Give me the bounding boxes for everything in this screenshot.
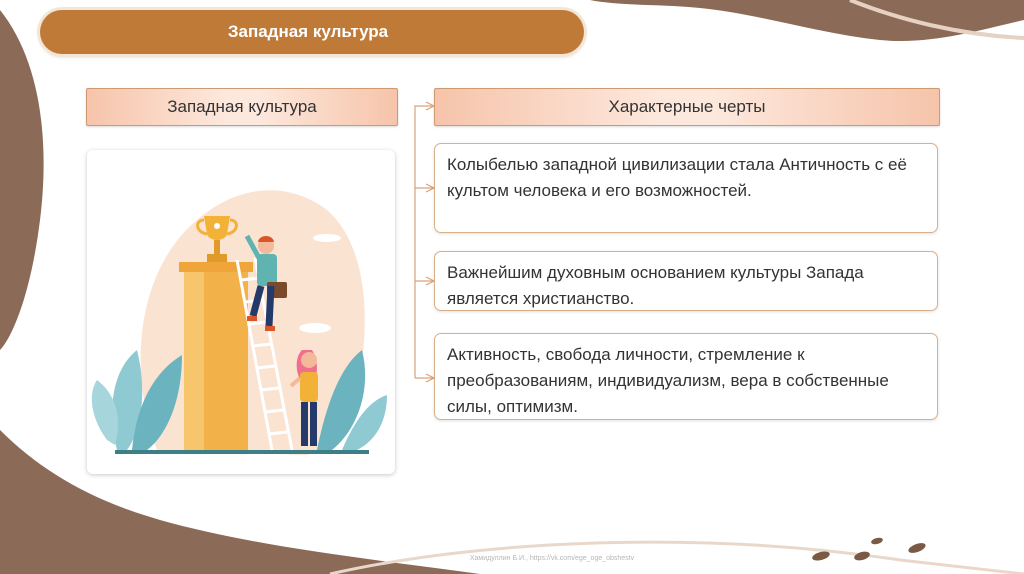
trophy-ladder-illustration [87, 150, 395, 474]
feature-card-1: Колыбелью западной цивилизации стала Античность с её культом человека и его возможностей. [434, 143, 938, 233]
left-column-header: Западная культура [86, 88, 398, 126]
footer-credit: Хамидуллин Б.И., https://vk.com/ege_oge_obshestv [469, 555, 635, 562]
top-right-wave [590, 0, 1024, 41]
page-title: Западная культура [227, 22, 389, 41]
title-bar [40, 10, 584, 54]
bean-4 [907, 541, 927, 555]
illustration-card [87, 150, 395, 474]
bean-3 [870, 537, 883, 546]
feature-card-2: Важнейшим духовным основанием культуры Запада является христианство. [434, 251, 938, 311]
feature-card-3: Активность, свобода личности, стремление к преобразованиям, индивидуализм, вера в собственные силы, оптимизм. [434, 333, 938, 420]
left-brown-wave [0, 10, 44, 350]
right-column-header: Характерные черты [434, 88, 940, 126]
